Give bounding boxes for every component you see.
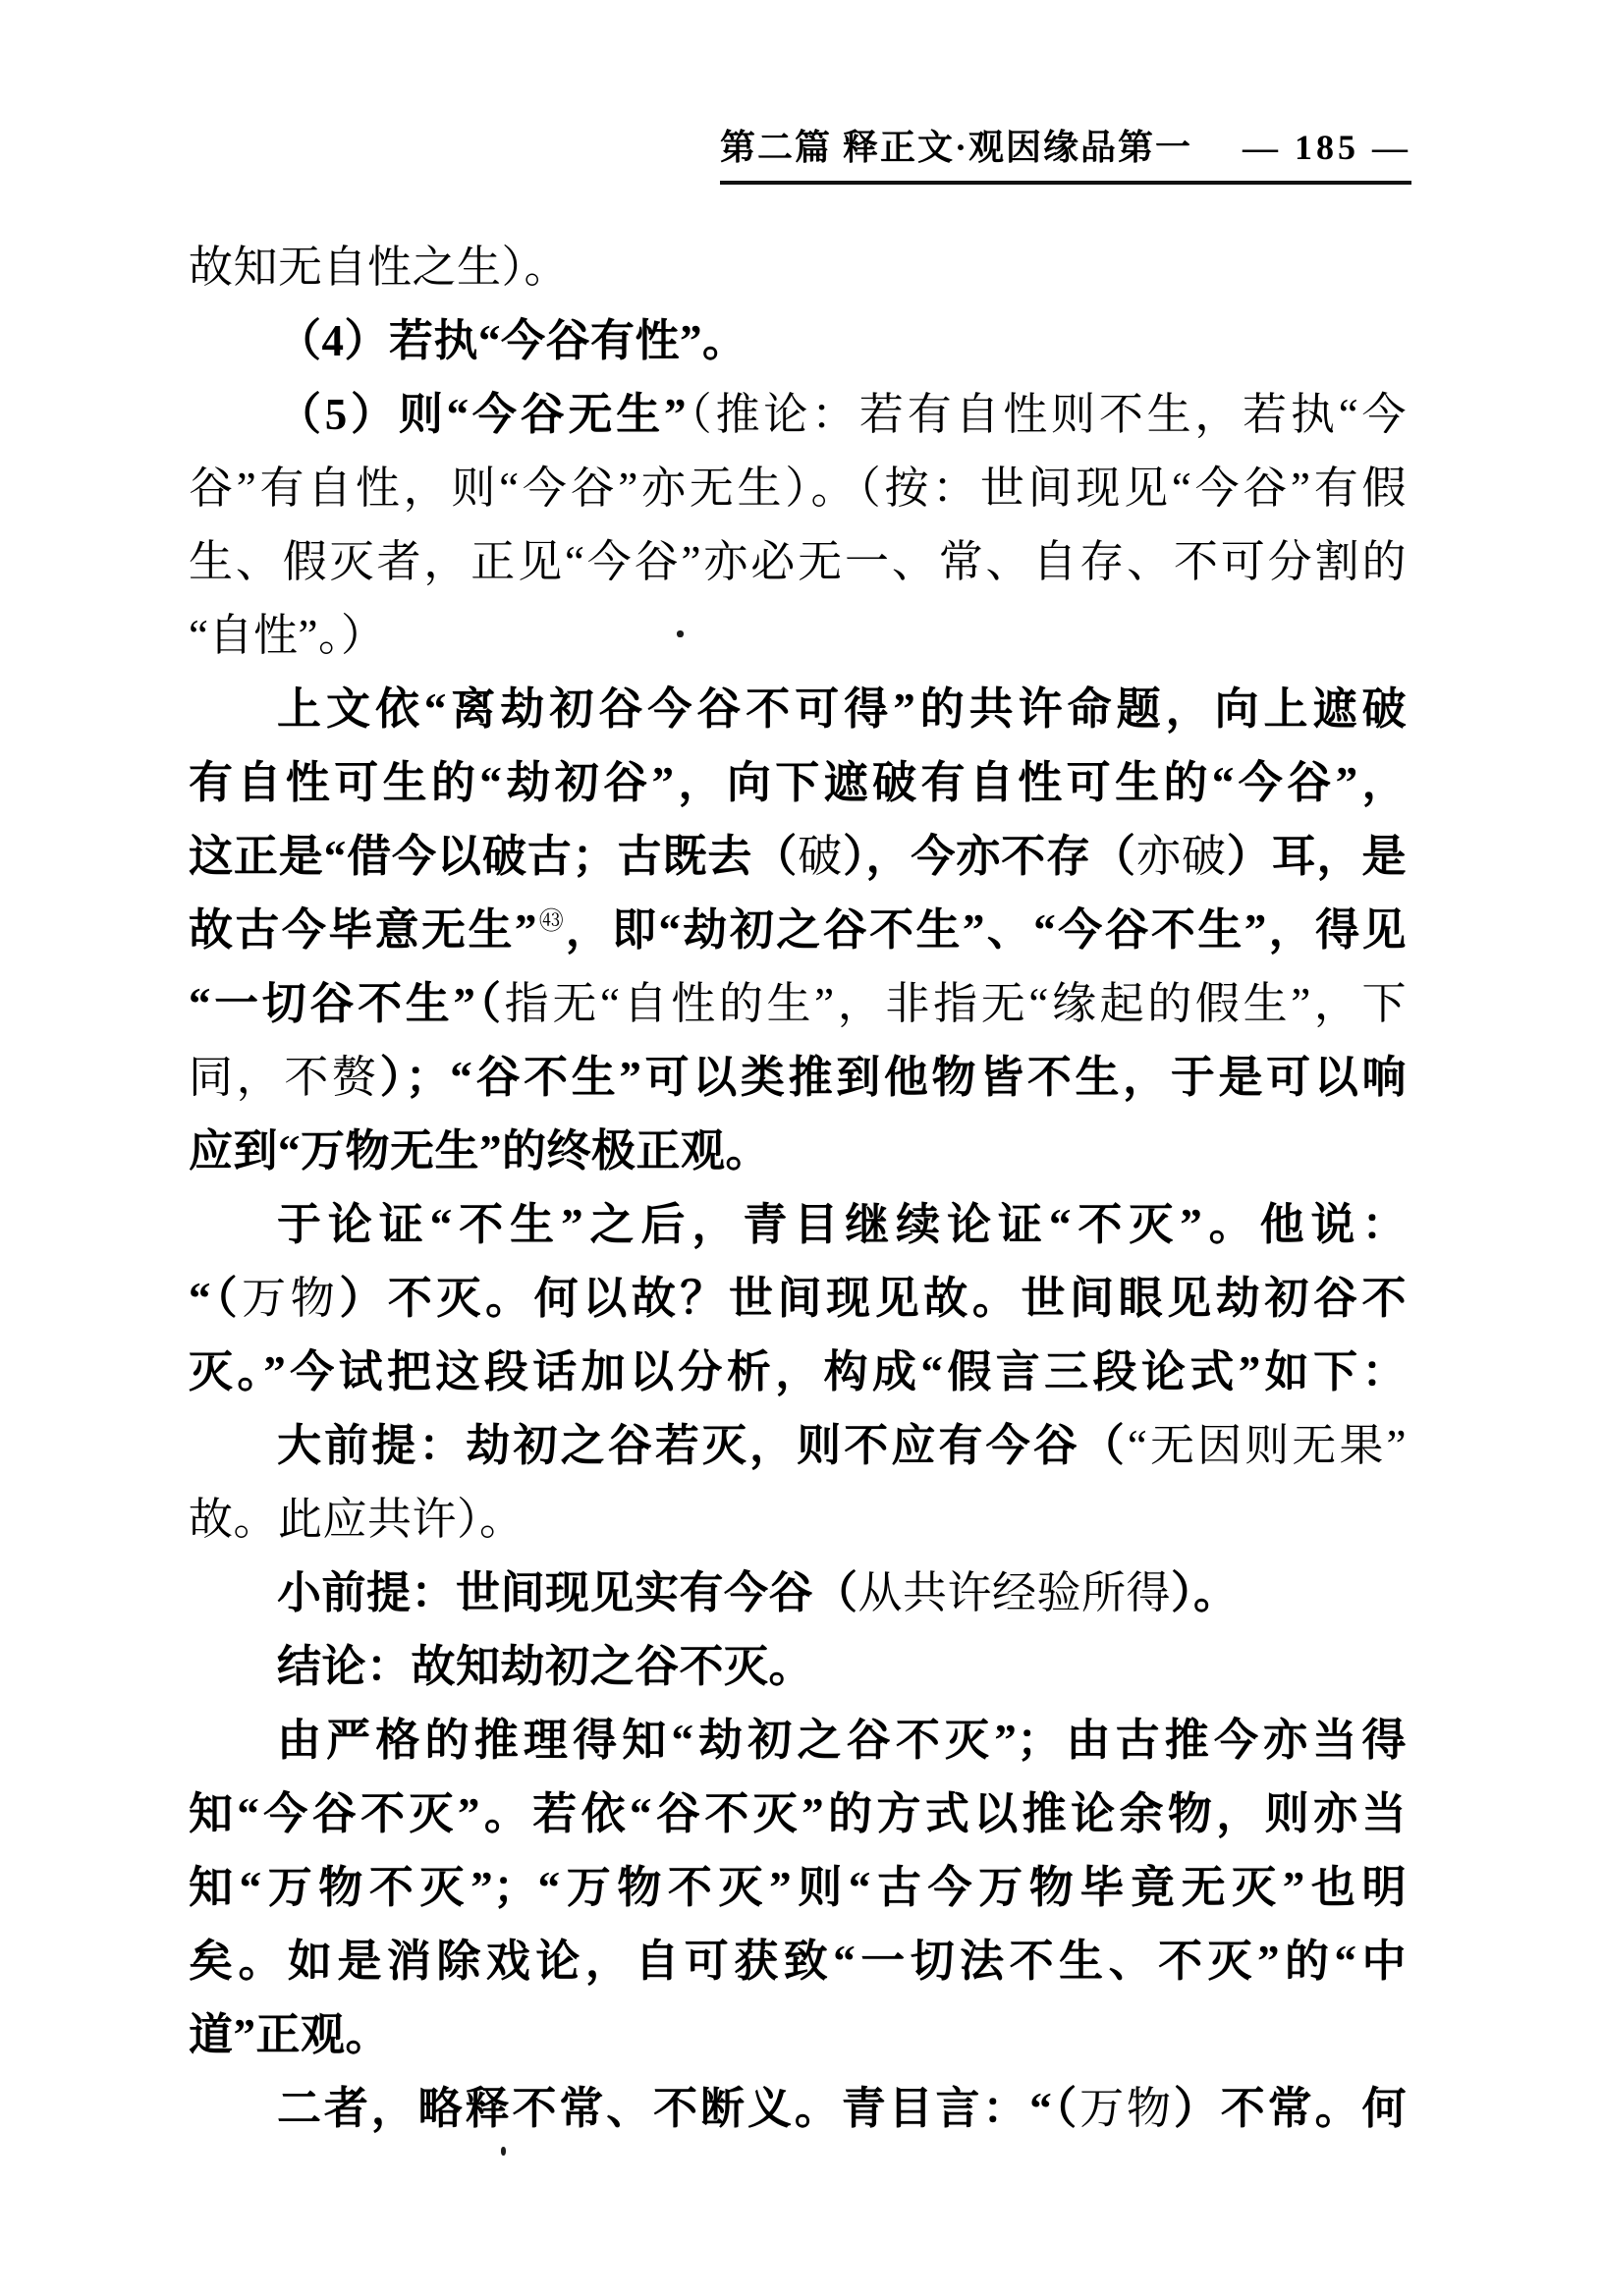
kai-note-segment: 故知无自性之生）。: [189, 243, 570, 292]
text-line: [189, 1777, 1407, 1851]
scan-speck: [501, 2147, 506, 2156]
text-line: [189, 452, 1407, 525]
text-segment: 大前提：劫初之谷若灭，则不应有今谷（: [277, 1421, 1128, 1470]
text-line: [189, 1188, 1407, 1262]
text-line: [189, 378, 1407, 452]
page-number: — 185 —: [1243, 128, 1411, 167]
text-segment: ）不常。何: [1173, 2084, 1407, 2133]
text-line: [189, 673, 1407, 746]
text-segment: 于论证“不生”之后，青目继续论证“不灭”。他说：: [277, 1200, 1407, 1249]
kai-note-segment: 指无“自性的生”，非指无“缘起的假生”，下: [504, 979, 1407, 1028]
text-segment: ）。: [1171, 1568, 1239, 1617]
text-line: [189, 1630, 1407, 1704]
text-segment: （4）若执“今谷有性”。: [277, 316, 747, 365]
text-line: [189, 1557, 1407, 1630]
text-line: [189, 525, 1407, 599]
text-segment: 灭。”今试把这段话加以分析，构成“假言三段论式”如下：: [189, 1347, 1407, 1396]
body-text: [189, 231, 1407, 2146]
text-line: [189, 304, 1407, 378]
kai-note-segment: 破: [798, 832, 844, 881]
text-segment: “（: [189, 1274, 243, 1323]
text-line: [189, 894, 1407, 967]
scan-speck: [677, 630, 684, 637]
text-line: [189, 1409, 1407, 1483]
text-line: [189, 1851, 1407, 1925]
kai-note-segment: 生、假灭者，正见“今谷”亦必无一、常、自存、不可分割的: [189, 537, 1407, 586]
text-segment: 小前提：世间现见实有今谷（: [277, 1568, 858, 1617]
kai-note-segment: 万物: [242, 1274, 340, 1323]
text-segment: 知“今谷不灭”。若依“谷不灭”的方式以推论余物，则亦当: [189, 1789, 1407, 1838]
text-line: [189, 599, 1407, 673]
text-segment: 二者，略释不常、不断义。青目言：“（: [277, 2084, 1080, 2133]
text-line: [189, 820, 1407, 894]
text-segment: 故古今毕意无生”: [189, 905, 537, 955]
kai-note-segment: 同，不赘: [189, 1053, 380, 1102]
text-line: [189, 1115, 1407, 1188]
kai-note-segment: 万物: [1079, 2084, 1174, 2133]
text-segment: 有自性可生的“劫初谷”，向下遮破有自性可生的“今谷”，: [189, 758, 1407, 807]
kai-note-segment: 故。此应共许）。: [189, 1495, 525, 1544]
text-segment: 这正是“借今以破古；古既去（: [189, 832, 799, 881]
text-segment: “一切谷不生”（: [189, 979, 505, 1028]
text-segment: ），今亦不存（: [843, 832, 1136, 881]
kai-note-segment: “无因则无果”: [1127, 1421, 1407, 1470]
text-segment: 结论：故知劫初之谷不灭。: [277, 1642, 814, 1691]
text-segment: 矣。如是消除戏论，自可获致“一切法不生、不灭”的“中: [189, 1937, 1407, 1986]
text-line: [189, 967, 1407, 1041]
text-line: [189, 1336, 1407, 1409]
text-segment: ）耳，是: [1226, 832, 1407, 881]
kai-note-segment: “自性”。）: [189, 611, 386, 660]
text-segment: 知“万物不灭”；“万物不灭”则“古今万物毕竟无灭”也明: [189, 1863, 1407, 1912]
footnote-marker-43: ㊸: [536, 908, 566, 935]
text-segment: ）；“谷不生”可以类推到他物皆不生，于是可以响: [379, 1053, 1407, 1102]
kai-note-segment: （推论：若有自性则不生，若执“今: [687, 390, 1407, 439]
text-segment: 应到“万物无生”的终极正观。: [189, 1126, 771, 1175]
text-line: [189, 1998, 1407, 2072]
text-line: [189, 1704, 1407, 1777]
header-title: 第二篇 释正文·观因缘品第一: [720, 128, 1193, 167]
text-segment: 上文依“离劫初谷今谷不可得”的共许命题，向上遮破: [277, 684, 1407, 734]
kai-note-segment: 从共许经验所得: [857, 1568, 1172, 1617]
text-line: [189, 1041, 1407, 1115]
kai-note-segment: 亦破: [1135, 832, 1227, 881]
text-line: [189, 231, 1407, 304]
text-segment: 由严格的推理得知“劫初之谷不灭”；由古推今亦当得: [277, 1716, 1407, 1765]
text-segment: ，即“劫初之谷不生”、“今谷不生”，得见: [565, 905, 1407, 955]
running-header: [720, 126, 1411, 185]
text-line: [189, 746, 1407, 820]
text-line: [189, 1925, 1407, 1998]
text-line: [189, 1483, 1407, 1557]
text-segment: （5）则“今谷无生”: [277, 390, 688, 439]
kai-note-segment: 谷”有自性，则“今谷”亦无生）。（按：世间现见“今谷”有假: [189, 464, 1407, 513]
text-line: [189, 1262, 1407, 1336]
text-segment: 道”正观。: [189, 2010, 391, 2059]
text-line: [189, 2072, 1407, 2146]
text-segment: ）不灭。何以故？世间现见故。世间眼见劫初谷不: [339, 1274, 1407, 1323]
